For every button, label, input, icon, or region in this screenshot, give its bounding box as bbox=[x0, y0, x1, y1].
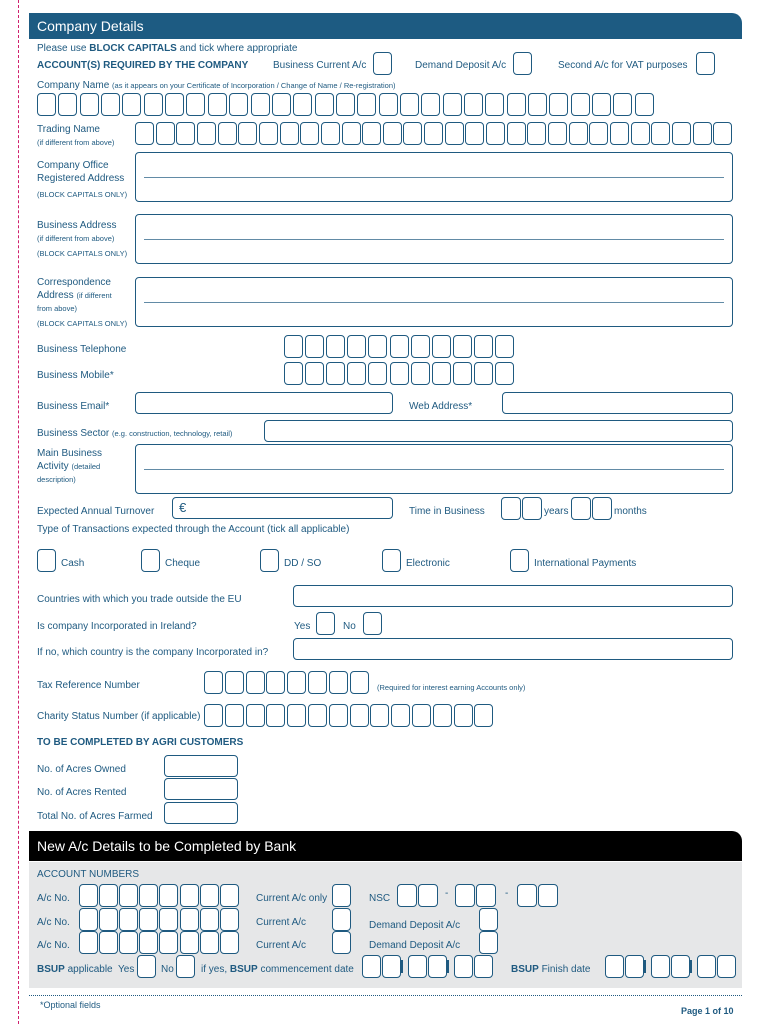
acres-owned-label: No. of Acres Owned bbox=[37, 764, 126, 775]
section-header-company: Company Details bbox=[29, 13, 742, 39]
account-type-current-checkbox[interactable] bbox=[373, 52, 392, 75]
demand-deposit-checkbox-1[interactable] bbox=[479, 908, 498, 931]
business-sector-field[interactable] bbox=[264, 420, 733, 442]
mobile-digit-box[interactable] bbox=[390, 362, 409, 385]
finish-date-box[interactable] bbox=[671, 955, 690, 978]
telephone-digit-box[interactable] bbox=[390, 335, 409, 358]
incorporated-yes-checkbox[interactable] bbox=[316, 612, 335, 635]
account-digit-box[interactable] bbox=[139, 884, 158, 907]
mobile-digit-box[interactable] bbox=[347, 362, 366, 385]
transaction-international-checkbox[interactable] bbox=[510, 549, 529, 572]
telephone-digit-box[interactable] bbox=[284, 335, 303, 358]
row-type-3: Current A/c bbox=[256, 940, 307, 951]
nsc-label: NSC bbox=[369, 893, 391, 904]
months-digit-1[interactable] bbox=[571, 497, 591, 520]
correspondence-label-2: Address (if different bbox=[37, 290, 112, 301]
tax-reference-char-box[interactable] bbox=[329, 671, 348, 694]
transactions-label: Type of Transactions expected through the Account (tick all applicable) bbox=[37, 524, 350, 535]
section-header-bank: New A/c Details to be Completed by Bank bbox=[29, 831, 742, 861]
registered-address-label-1: Company Office bbox=[37, 160, 109, 171]
company-name-char-box[interactable] bbox=[272, 93, 291, 116]
company-name-char-box[interactable] bbox=[592, 93, 611, 116]
account-digit-box[interactable] bbox=[119, 931, 138, 954]
demand-deposit-label-2: Demand Deposit A/c bbox=[369, 940, 461, 951]
account-digit-box[interactable] bbox=[180, 931, 199, 954]
transaction-cheque-checkbox[interactable] bbox=[141, 549, 160, 572]
trading-name-char-box[interactable] bbox=[693, 122, 712, 145]
correspondence-note-2: (BLOCK CAPITALS ONLY) bbox=[37, 319, 128, 328]
registered-address-label-2: Registered Address bbox=[37, 173, 125, 184]
trading-name-char-box[interactable] bbox=[280, 122, 299, 145]
account-type-vat-label: Second A/c for VAT purposes bbox=[558, 60, 688, 71]
intro-text: Please use BLOCK CAPITALS and tick where appropriate bbox=[37, 43, 298, 54]
telephone-digit-box[interactable] bbox=[474, 335, 493, 358]
business-address-field[interactable] bbox=[135, 214, 733, 264]
charity-status-char-box[interactable] bbox=[246, 704, 265, 727]
business-address-label: Business Address bbox=[37, 220, 117, 231]
company-name-char-box[interactable] bbox=[101, 93, 120, 116]
nsc-digit-6[interactable] bbox=[538, 884, 558, 907]
business-email-label: Business Email* bbox=[37, 401, 110, 412]
incorporated-yes-label: Yes bbox=[294, 621, 311, 632]
company-name-char-box[interactable] bbox=[400, 93, 419, 116]
business-sector-label: Business Sector (e.g. construction, technology, retail) bbox=[37, 428, 233, 439]
tax-reference-label: Tax Reference Number bbox=[37, 680, 140, 691]
years-digit-1[interactable] bbox=[501, 497, 521, 520]
business-address-note-2: (BLOCK CAPITALS ONLY) bbox=[37, 249, 128, 258]
tax-reference-char-box[interactable] bbox=[287, 671, 306, 694]
trading-name-char-box[interactable] bbox=[569, 122, 588, 145]
date-separator bbox=[690, 960, 692, 973]
mobile-digit-box[interactable] bbox=[432, 362, 451, 385]
nsc-dash-1: - bbox=[445, 888, 449, 899]
company-name-char-box[interactable] bbox=[528, 93, 547, 116]
registered-address-note: (BLOCK CAPITALS ONLY) bbox=[37, 190, 128, 199]
mobile-digit-box[interactable] bbox=[411, 362, 430, 385]
account-type-vat-checkbox[interactable] bbox=[696, 52, 715, 75]
trading-name-char-box[interactable] bbox=[300, 122, 319, 145]
transaction-electronic-checkbox[interactable] bbox=[382, 549, 401, 572]
charity-status-char-box[interactable] bbox=[266, 704, 285, 727]
account-digit-box[interactable] bbox=[139, 931, 158, 954]
business-mobile-label: Business Mobile* bbox=[37, 370, 114, 381]
trading-name-char-box[interactable] bbox=[176, 122, 195, 145]
trading-name-char-box[interactable] bbox=[445, 122, 464, 145]
demand-deposit-checkbox-2[interactable] bbox=[479, 931, 498, 954]
charity-status-char-box[interactable] bbox=[433, 704, 452, 727]
company-name-char-box[interactable] bbox=[251, 93, 270, 116]
commencement-date-box[interactable] bbox=[408, 955, 427, 978]
telephone-digit-box[interactable] bbox=[411, 335, 430, 358]
demand-deposit-label-1: Demand Deposit A/c bbox=[369, 920, 461, 931]
bsup-yes-checkbox[interactable] bbox=[137, 955, 156, 978]
acres-rented-field[interactable] bbox=[164, 778, 238, 800]
web-address-field[interactable] bbox=[502, 392, 733, 414]
transaction-dd-label: DD / SO bbox=[284, 558, 322, 569]
tax-reference-char-box[interactable] bbox=[225, 671, 244, 694]
trading-name-char-box[interactable] bbox=[548, 122, 567, 145]
company-name-char-box[interactable] bbox=[186, 93, 205, 116]
ac-no-label-2: A/c No. bbox=[37, 917, 70, 928]
footer-divider bbox=[29, 995, 742, 996]
account-digit-box[interactable] bbox=[79, 931, 98, 954]
company-name-char-box[interactable] bbox=[635, 93, 654, 116]
account-digit-box[interactable] bbox=[139, 908, 158, 931]
acres-farmed-label: Total No. of Acres Farmed bbox=[37, 811, 153, 822]
turnover-field[interactable] bbox=[172, 497, 393, 519]
company-name-char-box[interactable] bbox=[80, 93, 99, 116]
date-separator bbox=[447, 960, 449, 973]
commencement-date-box[interactable] bbox=[474, 955, 493, 978]
charity-status-char-box[interactable] bbox=[474, 704, 493, 727]
charity-status-char-box[interactable] bbox=[287, 704, 306, 727]
trading-name-char-box[interactable] bbox=[383, 122, 402, 145]
charity-status-char-box[interactable] bbox=[350, 704, 369, 727]
transaction-cash-label: Cash bbox=[61, 558, 85, 569]
company-name-char-box[interactable] bbox=[208, 93, 227, 116]
row-type-1-checkbox[interactable] bbox=[332, 884, 351, 907]
tax-reference-note: (Required for interest earning Accounts only) bbox=[377, 683, 526, 692]
account-digit-box[interactable] bbox=[220, 908, 239, 931]
telephone-digit-box[interactable] bbox=[368, 335, 387, 358]
page-number: Page 1 of 10 bbox=[681, 1006, 734, 1016]
trading-name-char-box[interactable] bbox=[465, 122, 484, 145]
account-type-deposit-label: Demand Deposit A/c bbox=[415, 60, 507, 71]
mobile-digit-box[interactable] bbox=[495, 362, 514, 385]
transaction-international-label: International Payments bbox=[534, 558, 637, 569]
tax-reference-char-box[interactable] bbox=[246, 671, 265, 694]
account-digit-box[interactable] bbox=[159, 931, 178, 954]
mobile-digit-box[interactable] bbox=[368, 362, 387, 385]
incorporated-country-label: If no, which country is the company Incorporated in? bbox=[37, 647, 269, 658]
finish-date-box[interactable] bbox=[625, 955, 644, 978]
company-name-char-box[interactable] bbox=[165, 93, 184, 116]
tax-reference-char-box[interactable] bbox=[266, 671, 285, 694]
account-digit-box[interactable] bbox=[159, 908, 178, 931]
account-digit-box[interactable] bbox=[79, 908, 98, 931]
ac-no-label-1: A/c No. bbox=[37, 893, 70, 904]
tax-reference-char-box[interactable] bbox=[350, 671, 369, 694]
row-type-1: Current A/c only bbox=[256, 893, 328, 904]
years-label: years bbox=[544, 506, 569, 517]
company-name-char-box[interactable] bbox=[443, 93, 462, 116]
telephone-digit-box[interactable] bbox=[495, 335, 514, 358]
main-activity-note: description) bbox=[37, 475, 76, 484]
correspondence-address-field[interactable] bbox=[135, 277, 733, 327]
acres-owned-field[interactable] bbox=[164, 755, 238, 777]
registered-address-field[interactable] bbox=[135, 152, 733, 202]
finish-date-box[interactable] bbox=[717, 955, 736, 978]
business-email-field[interactable] bbox=[135, 392, 393, 414]
company-name-char-box[interactable] bbox=[37, 93, 56, 116]
row-type-2-checkbox[interactable] bbox=[332, 908, 351, 931]
incorporated-country-field[interactable] bbox=[293, 638, 733, 660]
bsup-no-checkbox[interactable] bbox=[176, 955, 195, 978]
trading-name-char-box[interactable] bbox=[135, 122, 154, 145]
countries-outside-eu-label: Countries with which you trade outside the EU bbox=[37, 594, 242, 605]
trading-name-label: Trading Name bbox=[37, 124, 100, 135]
countries-outside-eu-field[interactable] bbox=[293, 585, 733, 607]
years-digit-2[interactable] bbox=[522, 497, 542, 520]
account-digit-box[interactable] bbox=[180, 908, 199, 931]
account-type-current-label: Business Current A/c bbox=[273, 60, 367, 71]
mobile-digit-box[interactable] bbox=[326, 362, 345, 385]
company-name-char-box[interactable] bbox=[571, 93, 590, 116]
trading-name-char-box[interactable] bbox=[651, 122, 670, 145]
finish-date-box[interactable] bbox=[605, 955, 624, 978]
company-name-char-box[interactable] bbox=[229, 93, 248, 116]
telephone-digit-box[interactable] bbox=[453, 335, 472, 358]
main-activity-label-2: Activity (detailed bbox=[37, 461, 101, 472]
charity-status-char-box[interactable] bbox=[370, 704, 389, 727]
trading-name-char-box[interactable] bbox=[507, 122, 526, 145]
incorporated-no-checkbox[interactable] bbox=[363, 612, 382, 635]
telephone-digit-box[interactable] bbox=[326, 335, 345, 358]
row-type-3-checkbox[interactable] bbox=[332, 931, 351, 954]
bsup-finish-label: BSUP Finish date bbox=[511, 964, 591, 975]
commencement-date-box[interactable] bbox=[428, 955, 447, 978]
telephone-digit-box[interactable] bbox=[305, 335, 324, 358]
account-digit-box[interactable] bbox=[200, 884, 219, 907]
nsc-digit-4[interactable] bbox=[476, 884, 496, 907]
trading-name-char-box[interactable] bbox=[238, 122, 257, 145]
charity-status-char-box[interactable] bbox=[329, 704, 348, 727]
trading-name-char-box[interactable] bbox=[362, 122, 381, 145]
business-telephone-label: Business Telephone bbox=[37, 344, 127, 355]
bsup-yes-label: Yes bbox=[118, 964, 135, 975]
trading-name-char-box[interactable] bbox=[527, 122, 546, 145]
acres-farmed-field[interactable] bbox=[164, 802, 238, 824]
company-name-char-box[interactable] bbox=[485, 93, 504, 116]
company-name-char-box[interactable] bbox=[507, 93, 526, 116]
charity-status-char-box[interactable] bbox=[308, 704, 327, 727]
ac-no-label-3: A/c No. bbox=[37, 940, 70, 951]
web-address-label: Web Address* bbox=[409, 401, 473, 412]
agri-header: TO BE COMPLETED BY AGRI CUSTOMERS bbox=[37, 737, 244, 748]
nsc-dash-2: - bbox=[505, 888, 509, 899]
turnover-label: Expected Annual Turnover bbox=[37, 506, 155, 517]
transaction-electronic-label: Electronic bbox=[406, 558, 450, 569]
company-name-char-box[interactable] bbox=[293, 93, 312, 116]
correspondence-note-1: from above) bbox=[37, 304, 78, 313]
company-name-char-box[interactable] bbox=[144, 93, 163, 116]
acres-rented-label: No. of Acres Rented bbox=[37, 787, 127, 798]
nsc-digit-5[interactable] bbox=[517, 884, 537, 907]
incorporated-no-label: No bbox=[343, 621, 356, 632]
tax-reference-char-box[interactable] bbox=[204, 671, 223, 694]
charity-status-char-box[interactable] bbox=[225, 704, 244, 727]
account-digit-box[interactable] bbox=[99, 908, 118, 931]
mobile-digit-box[interactable] bbox=[453, 362, 472, 385]
finish-date-box[interactable] bbox=[697, 955, 716, 978]
trading-name-char-box[interactable] bbox=[342, 122, 361, 145]
correspondence-label-1: Correspondence bbox=[37, 277, 111, 288]
trading-name-char-box[interactable] bbox=[589, 122, 608, 145]
trading-name-note: (if different from above) bbox=[37, 138, 115, 147]
trading-name-char-box[interactable] bbox=[403, 122, 422, 145]
commencement-date-box[interactable] bbox=[454, 955, 473, 978]
trading-name-char-box[interactable] bbox=[321, 122, 340, 145]
months-digit-2[interactable] bbox=[592, 497, 612, 520]
account-numbers-label: ACCOUNT NUMBERS bbox=[37, 869, 140, 880]
trading-name-char-box[interactable] bbox=[259, 122, 278, 145]
mobile-digit-box[interactable] bbox=[305, 362, 324, 385]
commencement-date-box[interactable] bbox=[382, 955, 401, 978]
account-digit-box[interactable] bbox=[220, 884, 239, 907]
company-name-char-box[interactable] bbox=[315, 93, 334, 116]
company-name-char-box[interactable] bbox=[379, 93, 398, 116]
telephone-digit-box[interactable] bbox=[347, 335, 366, 358]
telephone-digit-box[interactable] bbox=[432, 335, 451, 358]
time-in-business-label: Time in Business bbox=[409, 506, 485, 517]
bsup-no-label: No bbox=[161, 964, 174, 975]
account-digit-box[interactable] bbox=[159, 884, 178, 907]
company-name-char-box[interactable] bbox=[613, 93, 632, 116]
nsc-digit-3[interactable] bbox=[455, 884, 475, 907]
date-separator bbox=[644, 960, 646, 973]
charity-status-char-box[interactable] bbox=[412, 704, 431, 727]
mobile-digit-box[interactable] bbox=[474, 362, 493, 385]
transaction-dd-checkbox[interactable] bbox=[260, 549, 279, 572]
business-address-note-1: (if different from above) bbox=[37, 234, 115, 243]
row-type-2: Current A/c bbox=[256, 917, 307, 928]
company-name-char-box[interactable] bbox=[464, 93, 483, 116]
account-digit-box[interactable] bbox=[220, 931, 239, 954]
main-activity-label-1: Main Business bbox=[37, 448, 103, 459]
trading-name-char-box[interactable] bbox=[631, 122, 650, 145]
transaction-cheque-label: Cheque bbox=[165, 558, 201, 569]
charity-status-char-box[interactable] bbox=[391, 704, 410, 727]
trading-name-char-box[interactable] bbox=[672, 122, 691, 145]
company-name-char-box[interactable] bbox=[122, 93, 141, 116]
euro-symbol: € bbox=[179, 500, 187, 515]
account-type-deposit-checkbox[interactable] bbox=[513, 52, 532, 75]
optional-fields-note: *Optional fields bbox=[40, 1000, 101, 1010]
months-label: months bbox=[614, 506, 647, 517]
charity-status-char-box[interactable] bbox=[454, 704, 473, 727]
date-separator bbox=[401, 960, 403, 973]
trading-name-char-box[interactable] bbox=[218, 122, 237, 145]
company-name-char-box[interactable] bbox=[58, 93, 77, 116]
bsup-applicable-label: BSUP applicable bbox=[37, 964, 113, 975]
bsup-commencement-label: if yes, BSUP commencement date bbox=[201, 964, 354, 975]
mobile-digit-box[interactable] bbox=[284, 362, 303, 385]
nsc-digit-1[interactable] bbox=[397, 884, 417, 907]
trading-name-char-box[interactable] bbox=[713, 122, 732, 145]
cut-line bbox=[18, 0, 19, 1024]
account-digit-box[interactable] bbox=[119, 908, 138, 931]
commencement-date-box[interactable] bbox=[362, 955, 381, 978]
transaction-cash-checkbox[interactable] bbox=[37, 549, 56, 572]
company-name-char-box[interactable] bbox=[421, 93, 440, 116]
accounts-required-label: ACCOUNT(S) REQUIRED BY THE COMPANY bbox=[37, 60, 249, 71]
finish-date-box[interactable] bbox=[651, 955, 670, 978]
company-name-char-box[interactable] bbox=[357, 93, 376, 116]
account-digit-box[interactable] bbox=[200, 931, 219, 954]
main-activity-field[interactable] bbox=[135, 444, 733, 494]
nsc-digit-2[interactable] bbox=[418, 884, 438, 907]
charity-status-label: Charity Status Number (if applicable) bbox=[37, 711, 201, 722]
account-digit-box[interactable] bbox=[180, 884, 199, 907]
trading-name-char-box[interactable] bbox=[197, 122, 216, 145]
account-digit-box[interactable] bbox=[99, 884, 118, 907]
account-digit-box[interactable] bbox=[119, 884, 138, 907]
trading-name-char-box[interactable] bbox=[486, 122, 505, 145]
incorporated-ireland-label: Is company Incorporated in Ireland? bbox=[37, 621, 197, 632]
company-name-char-box[interactable] bbox=[549, 93, 568, 116]
account-digit-box[interactable] bbox=[200, 908, 219, 931]
account-digit-box[interactable] bbox=[99, 931, 118, 954]
tax-reference-char-box[interactable] bbox=[308, 671, 327, 694]
trading-name-char-box[interactable] bbox=[610, 122, 629, 145]
company-name-char-box[interactable] bbox=[336, 93, 355, 116]
charity-status-char-box[interactable] bbox=[204, 704, 223, 727]
account-digit-box[interactable] bbox=[79, 884, 98, 907]
company-name-label: Company Name (as it appears on your Certificate of Incorporation / Change of Name / Re-registration) bbox=[37, 80, 396, 91]
trading-name-char-box[interactable] bbox=[424, 122, 443, 145]
trading-name-char-box[interactable] bbox=[156, 122, 175, 145]
